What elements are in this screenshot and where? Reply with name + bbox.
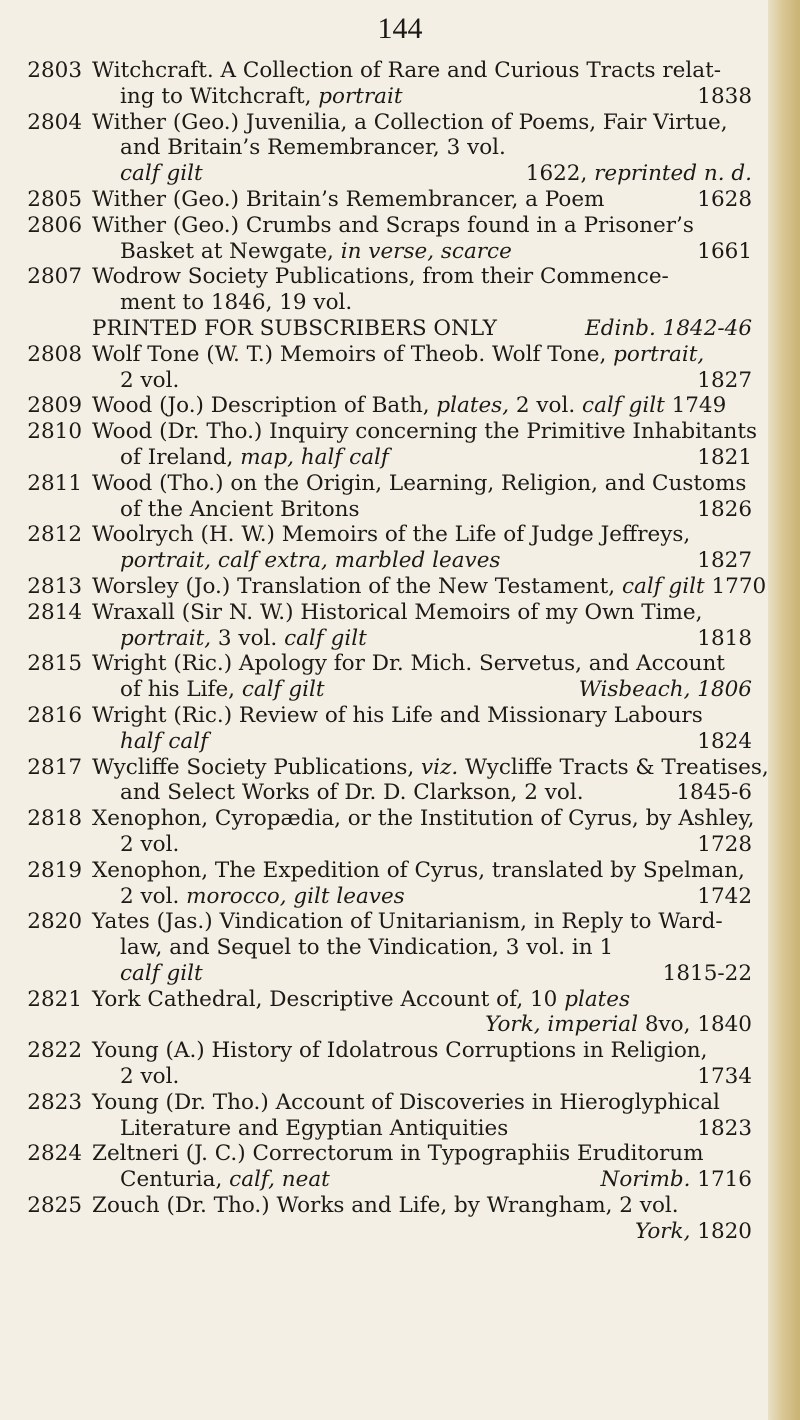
catalogue-entry [10, 703, 752, 755]
entry-date: 1728 [697, 831, 752, 857]
entry-text: Xenophon, The Expedition of Cyrus, translated by Spelman, [92, 857, 745, 883]
binding-note: portrait, [120, 625, 212, 651]
entry-text: ing to Witchcraft, [120, 83, 319, 109]
catalogue-entry [10, 342, 752, 394]
entry-note: in verse, scarce [340, 238, 512, 264]
binding-note: half calf [120, 728, 209, 754]
entry-date: 8vo, 1840 [638, 1012, 752, 1038]
entry-text: Basket at Newgate, [120, 238, 341, 264]
entry-imprint: Norimb. [600, 1167, 691, 1193]
catalogue-entry [10, 754, 769, 807]
entry-date: 1845-6 [676, 780, 752, 806]
binding-note: map, half calf [240, 444, 389, 470]
catalogue-entry [10, 522, 752, 574]
lot-number: 2803 [27, 58, 82, 83]
entry-text: Centuria, [120, 1167, 230, 1193]
entry-date: 1820 [690, 1218, 752, 1244]
entry-date: 1823 [697, 1115, 752, 1141]
entry-text: Yates (Jas.) Vindication of Unitarianism, in Reply to Ward- [92, 909, 723, 935]
page-edge [768, 0, 800, 1420]
entry-text: Wither (Geo.) Britain’s Remembrancer, a Poem [92, 186, 605, 212]
entry-date: 1661 [697, 238, 752, 264]
entry-text: Wolf Tone (W. T.) Memoirs of Theob. Wolf Tone, [92, 341, 614, 367]
catalogue-list [10, 58, 769, 1245]
catalogue-entry [10, 600, 752, 652]
catalogue-entry [10, 573, 767, 600]
entry-text: Young (Dr. Tho.) Account of Discoveries in Hieroglyphical [92, 1089, 720, 1115]
lot-number: 2812 [27, 522, 82, 548]
entry-date: 1838 [697, 83, 752, 109]
catalogue-entry [10, 1141, 752, 1193]
entry-text: Wright (Ric.) Apology for Dr. Mich. Servetus, and Account [92, 651, 725, 677]
entry-text: Wood (Tho.) on the Origin, Learning, Religion, and Customs [92, 470, 747, 496]
entry-text: Witchcraft. A Collection of Rare and Curious Tracts relat- [92, 58, 721, 83]
catalogue-entry [10, 110, 752, 187]
entry-date: 1826 [697, 496, 752, 522]
catalogue-entry [10, 419, 758, 471]
entry-text: Wood (Dr. Tho.) Inquiry concerning the Primitive Inhabitants [92, 419, 758, 445]
lot-number: 2816 [27, 702, 82, 728]
binding-note: calf gilt [241, 677, 325, 703]
entry-date: 1824 [697, 728, 752, 754]
entry-text: Wycliffe Tracts & Treatises, [458, 754, 769, 780]
binding-note: plates [564, 986, 631, 1012]
binding-note: plates, [436, 393, 510, 419]
entry-text: Wright (Ric.) Review of his Life and Missionary Labours [92, 702, 703, 728]
entry-date: 1716 [690, 1167, 752, 1193]
entry-date: 1821 [697, 444, 752, 470]
entry-text: 3 vol. [211, 625, 285, 651]
entry-text: ment to 1846, 19 vol. [120, 290, 353, 316]
binding-note: calf gilt [120, 960, 203, 986]
lot-number: 2817 [27, 754, 82, 780]
lot-number: 2808 [27, 341, 82, 367]
entry-text: Worsley (Jo.) Translation of the New Testament, [92, 573, 622, 599]
catalogue-entry [10, 213, 752, 265]
lot-number: 2818 [27, 806, 82, 832]
entry-text: Young (A.) History of Idolatrous Corruptions in Religion, [92, 1038, 708, 1064]
binding-note: calf gilt [284, 625, 367, 651]
entry-date: 1622, [525, 161, 595, 187]
entry-text: 2 vol. [120, 367, 180, 393]
catalogue-entry [10, 393, 752, 419]
lot-number: 2824 [27, 1141, 82, 1167]
binding-note: morocco, gilt leaves [186, 883, 405, 909]
lot-number: 2822 [27, 1038, 82, 1064]
entry-text: Literature and Egyptian Antiquities [120, 1115, 509, 1141]
binding-note: calf gilt [582, 393, 665, 419]
binding-note: calf gilt [120, 161, 203, 187]
lot-number: 2813 [27, 573, 82, 599]
entry-date: 1815-22 [662, 960, 752, 986]
binding-note: portrait, calf extra, marbled leaves [120, 548, 501, 574]
catalogue-entry [10, 987, 752, 1039]
lot-number: 2810 [27, 419, 82, 445]
catalogue-entry [10, 909, 752, 986]
entry-text: Wraxall (Sir N. W.) Historical Memoirs of my Own Time, [92, 599, 703, 625]
lot-number: 2820 [27, 909, 82, 935]
catalogue-entry [10, 806, 755, 858]
entry-date: 1827 [697, 367, 752, 393]
entry-imprint: Edinb. 1842-46 [585, 315, 752, 341]
entry-text: 2 vol. [120, 883, 187, 909]
entry-text: Woolrych (H. W.) Memoirs of the Life of Judge Jeffreys, [92, 522, 691, 548]
catalogue-entry [10, 264, 752, 341]
lot-number: 2806 [27, 212, 82, 238]
page-number: 144 [377, 12, 423, 45]
catalogue-entry [10, 1090, 752, 1142]
catalogue-entry [10, 858, 752, 910]
entry-date: 1742 [697, 883, 752, 909]
lot-number: 2807 [27, 264, 82, 290]
catalogue-entry [10, 471, 752, 523]
catalogue-entry [10, 651, 752, 703]
catalogue-entry [10, 187, 752, 213]
lot-number: 2805 [27, 186, 82, 212]
entry-imprint: York, [635, 1218, 691, 1244]
entry-date: 1749 [664, 393, 727, 419]
lot-number: 2809 [27, 393, 82, 419]
entry-text: York Cathedral, Descriptive Account of, 10 [92, 986, 565, 1012]
entry-text: 2 vol. [120, 1064, 180, 1090]
entry-text: Zouch (Dr. Tho.) Works and Life, by Wrangham, 2 vol. [92, 1193, 679, 1219]
lot-number: 2804 [27, 109, 82, 135]
binding-note: portrait, [613, 341, 705, 367]
entry-text: Wood (Jo.) Description of Bath, [92, 393, 437, 419]
catalogue-entry [10, 58, 752, 110]
entry-text: Wycliffe Society Publications, [92, 754, 422, 780]
entry-imprint: York, imperial [485, 1012, 638, 1038]
entry-text: 2 vol. [509, 393, 583, 419]
entry-text: Zeltneri (J. C.) Correctorum in Typographiis Eruditorum [92, 1141, 704, 1167]
lot-number: 2814 [27, 599, 82, 625]
entry-date: 1827 [697, 548, 752, 574]
lot-number: 2823 [27, 1089, 82, 1115]
entry-text: law, and Sequel to the Vindication, 3 vol. in 1 [120, 935, 614, 961]
binding-note: calf, neat [229, 1167, 330, 1193]
entry-date: 1770 [704, 573, 767, 599]
entry-text: Xenophon, Cyropædia, or the Institution of Cyrus, by Ashley, [92, 806, 755, 832]
lot-number: 2815 [27, 651, 82, 677]
lot-number: 2821 [27, 986, 82, 1012]
entry-text: Wither (Geo.) Crumbs and Scraps found in a Prisoner’s [92, 212, 694, 238]
catalogue-entry [10, 1038, 752, 1090]
lot-number: 2811 [27, 470, 82, 496]
entry-text: Wither (Geo.) Juvenilia, a Collection of Poems, Fair Virtue, [92, 109, 728, 135]
entry-imprint: Wisbeach, 1806 [578, 677, 752, 703]
binding-note: portrait [318, 83, 403, 109]
binding-note: calf gilt [621, 573, 705, 599]
entry-note: reprinted n. d. [594, 161, 752, 187]
entry-text: 2 vol. [120, 831, 180, 857]
lot-number: 2819 [27, 857, 82, 883]
entry-note: PRINTED FOR SUBSCRIBERS ONLY [92, 315, 497, 341]
entry-text: of Ireland, [120, 444, 241, 470]
entry-text: and Britain’s Remembrancer, 3 vol. [120, 135, 506, 161]
entry-note: viz. [421, 754, 459, 780]
entry-text: of his Life, [120, 677, 242, 703]
entry-text: and Select Works of Dr. D. Clarkson, 2 vol. [120, 780, 584, 806]
entry-text: Wodrow Society Publications, from their Commence- [92, 264, 669, 290]
lot-number: 2825 [27, 1193, 82, 1219]
entry-date: 1818 [697, 625, 752, 651]
entry-date: 1628 [697, 186, 752, 212]
entry-date: 1734 [697, 1064, 752, 1090]
entry-text: of the Ancient Britons [120, 496, 360, 522]
catalogue-entry [10, 1193, 752, 1245]
